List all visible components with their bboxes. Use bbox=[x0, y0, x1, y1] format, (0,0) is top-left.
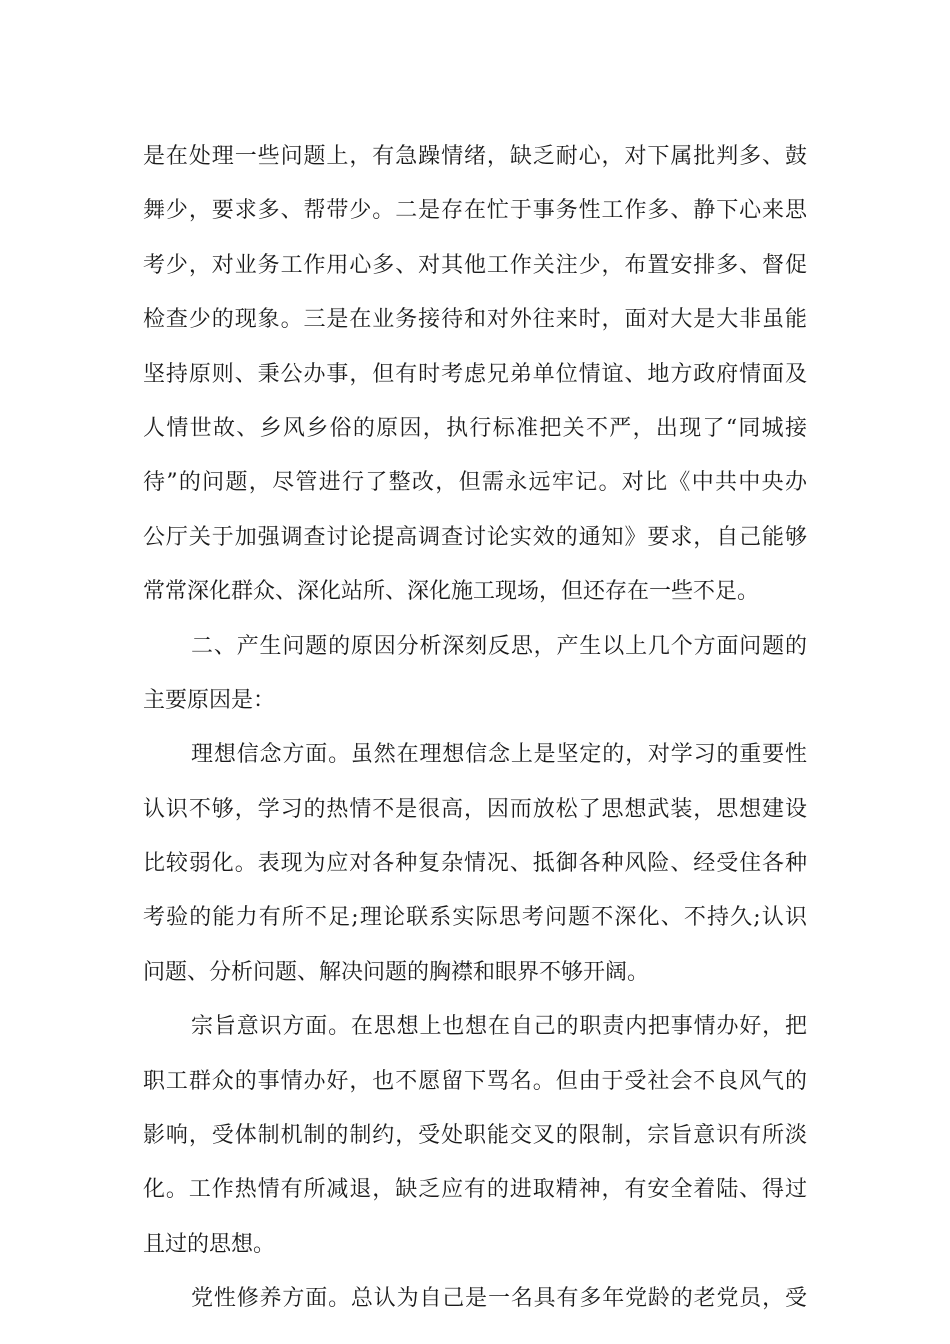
paragraph-start-line: 理想信念方面。虽然在理想信念上是坚定的，对学习的重要性 bbox=[191, 742, 807, 768]
text-line: 人情世故、乡风乡俗的原因，执行标准把关不严，出现了“同城接 bbox=[143, 415, 807, 441]
text-line: 化。工作热情有所减退，缺乏应有的进取精神，有安全着陆、得过 bbox=[143, 1177, 807, 1203]
text-line: 常常深化群众、深化站所、深化施工现场，但还存在一些不足。 bbox=[143, 579, 760, 605]
text-line: 舞少，要求多、帮带少。二是存在忙于事务性工作多、静下心来思 bbox=[143, 198, 807, 224]
text-line: 影响，受体制机制的制约，受处职能交叉的限制，宗旨意识有所淡 bbox=[143, 1123, 807, 1149]
text-line: 问题、分析问题、解决问题的胸襟和眼界不够开阔。 bbox=[143, 959, 650, 985]
text-line: 考少，对业务工作用心多、对其他工作关注少，布置安排多、督促 bbox=[143, 252, 807, 278]
text-line: 是在处理一些问题上，有急躁情绪，缺乏耐心，对下属批判多、鼓 bbox=[143, 144, 807, 169]
paragraph-start-line: 党性修养方面。总认为自己是一名具有多年党龄的老党员，受 bbox=[191, 1286, 807, 1312]
paragraph-start-line: 宗旨意识方面。在思想上也想在自己的职责内把事情办好，把 bbox=[191, 1014, 807, 1040]
text-line: 检查少的现象。三是在业务接待和对外往来时，面对大是大非虽能 bbox=[143, 307, 807, 333]
text-line: 主要原因是： bbox=[143, 687, 276, 713]
text-line: 坚持原则、秉公办事，但有时考虑兄弟单位情谊、地方政府情面及 bbox=[143, 361, 807, 387]
text-line: 比较弱化。表现为应对各种复杂情况、抵御各种风险、经受住各种 bbox=[143, 851, 807, 877]
text-line: 职工群众的事情办好，也不愿留下骂名。但由于受社会不良风气的 bbox=[143, 1068, 807, 1094]
text-line: 待”的问题，尽管进行了整改，但需永远牢记。对比《中共中央办 bbox=[143, 470, 807, 496]
text-line: 考验的能力有所不足;理论联系实际思考问题不深化、不持久;认识 bbox=[143, 905, 807, 931]
text-line: 认识不够，学习的热情不是很高，因而放松了思想武装，思想建设 bbox=[143, 796, 807, 822]
text-line: 且过的思想。 bbox=[143, 1231, 276, 1257]
section-heading-line: 二、产生问题的原因分析深刻反思，产生以上几个方面问题的 bbox=[191, 633, 807, 659]
text-line: 公厅关于加强调查讨论提高调查讨论实效的通知》要求，自己能够 bbox=[143, 524, 807, 550]
document-body bbox=[143, 130, 807, 1327]
